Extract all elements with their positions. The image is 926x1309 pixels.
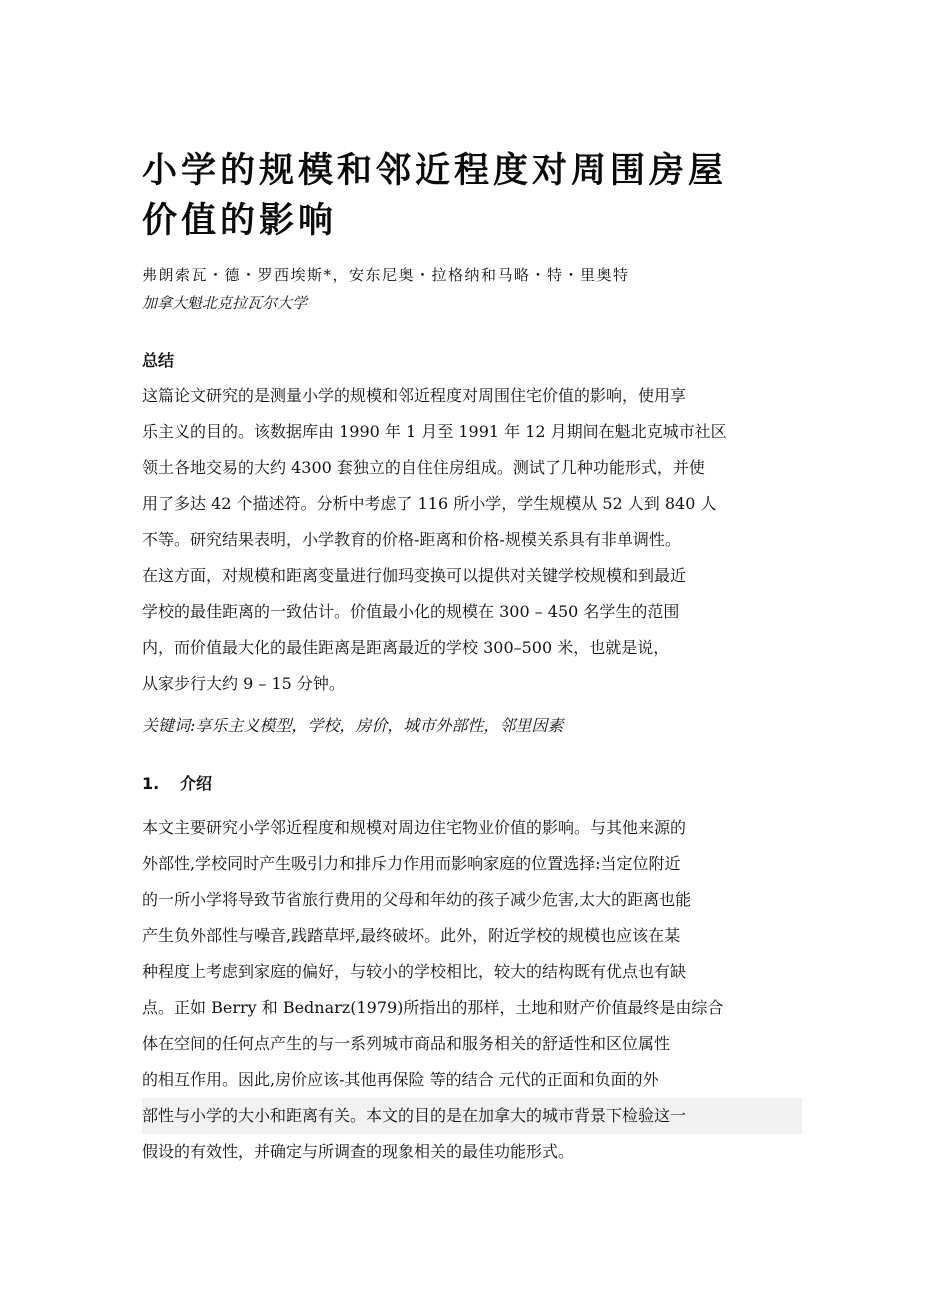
abstract-line: 学校的最佳距离的一致估计。价值最小化的规模在 300 – 450 名学生的范围 [142, 602, 680, 621]
intro-line: 种程度上考虑到家庭的偏好，与较小的学校相比，较大的结构既有优点也有缺 [142, 962, 687, 981]
intro-line: 的一所小学将导致节省旅行费用的父母和年幼的孩子减少危害,太大的距离也能 [142, 890, 692, 909]
abstract-line: 乐主义的目的。该数据库由 1990 年 1 月至 1991 年 12 月期间在魁北克城市社区 [142, 422, 727, 441]
author-list: 弗朗索瓦・德・罗西埃斯*，安东尼奥・拉格纳和马略・特・里奥特 [142, 266, 630, 284]
intro-line: 产生负外部性与噪音,践踏草坪,最终破坏。此外，附近学校的规模也应该在某 [142, 926, 681, 945]
abstract-body [142, 378, 802, 702]
abstract-line: 内，而价值最大化的最佳距离是距离最近的学校 300–500 米，也就是说， [142, 638, 670, 657]
intro-line: 的相互作用。因此,房价应该-其他再保险 等的结合 元代的正面和负面的外 [142, 1070, 659, 1089]
abstract-line: 用了多达 42 个描述符。分析中考虑了 116 所小学，学生规模从 52 人到 840 人 [142, 494, 717, 513]
paper-title [142, 146, 792, 246]
intro-heading [142, 773, 212, 795]
intro-line: 体在空间的任何点产生的与一系列城市商品和服务相关的舒适性和区位属性 [142, 1034, 671, 1053]
title-line-1: 小学的规模和邻近程度对周围房屋 [142, 151, 728, 191]
intro-line: 本文主要研究小学邻近程度和规模对周边住宅物业价值的影响。与其他来源的 [142, 818, 687, 837]
keywords: 关键词:享乐主义模型，学校，房价，城市外部性，邻里因素 [142, 716, 564, 735]
intro-body [142, 810, 802, 1170]
intro-line: 外部性,学校同时产生吸引力和排斥力作用而影响家庭的位置选择:当定位附近 [142, 854, 681, 873]
abstract-line: 领土各地交易的大约 4300 套独立的自住住房组成。测试了几种功能形式，并使 [142, 458, 705, 477]
intro-line: 点。正如 Berry 和 Bednarz(1979)所指出的那样，土地和财产价值最终是由综合 [142, 998, 724, 1017]
title-line-2: 价值的影响 [142, 201, 338, 241]
abstract-line: 不等。研究结果表明，小学教育的价格-距离和价格-规模关系具有非单调性。 [142, 530, 681, 549]
intro-line: 部性与小学的大小和距离有关。本文的目的是在加拿大的城市背景下检验这一 [142, 1098, 802, 1134]
intro-line: 假设的有效性，并确定与所调查的现象相关的最佳功能形式。 [142, 1142, 575, 1161]
abstract-line: 在这方面，对规模和距离变量进行伽玛变换可以提供对关键学校规模和到最近 [142, 566, 687, 585]
section-number: 1. [142, 774, 160, 793]
abstract-line: 这篇论文研究的是测量小学的规模和邻近程度对周围住宅价值的影响，使用享 [142, 386, 687, 405]
abstract-heading: 总结 [142, 351, 175, 370]
abstract-line: 从家步行大约 9 – 15 分钟。 [142, 674, 345, 693]
author-affiliation: 加拿大魁北克拉瓦尔大学 [142, 294, 308, 312]
section-title: 介绍 [180, 774, 213, 793]
